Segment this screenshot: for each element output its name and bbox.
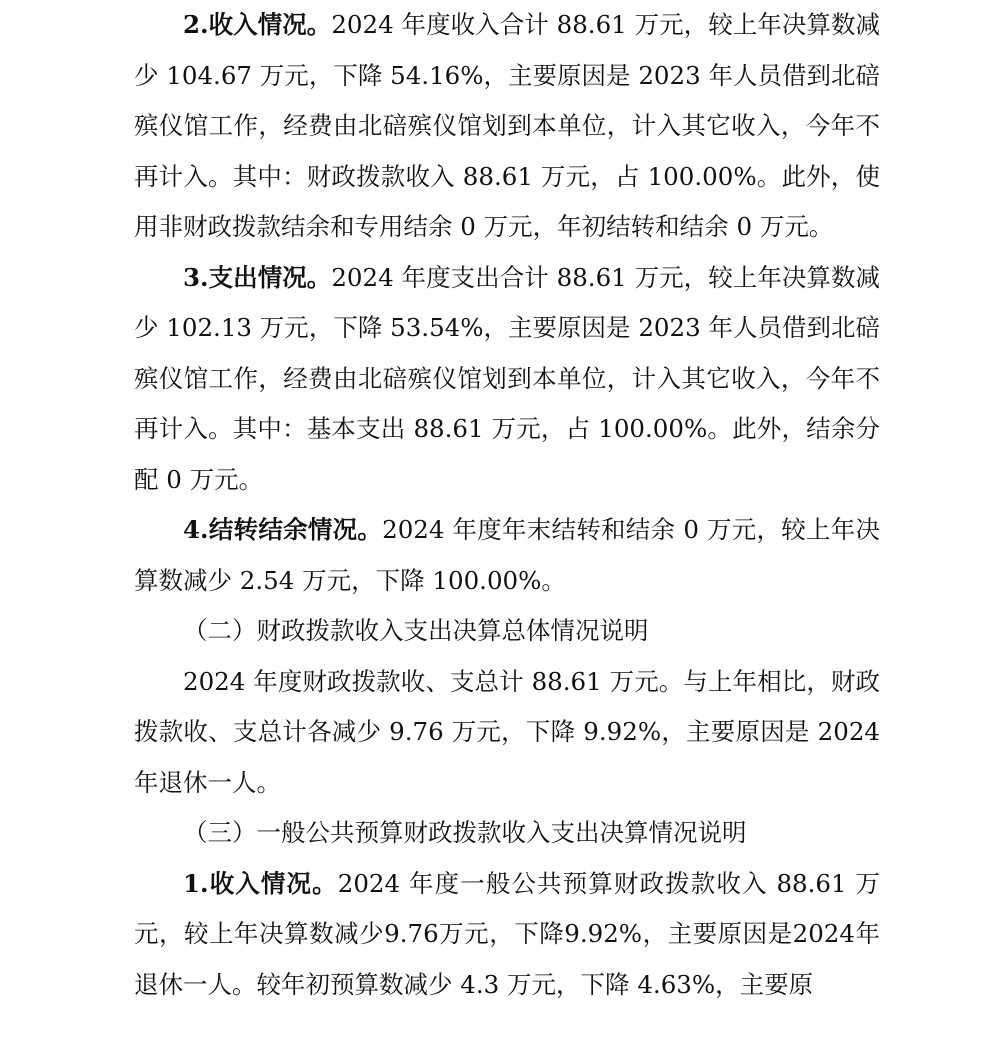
paragraph-body: 2024 年度支出合计 88.61 万元，较上年决算数减少 102.13 万元，下降 53.54%，主要原因是 2023 年人员借到北碚殡仪馆工作，经费由北碚殡仪馆划到本单位，计入其它收入，今年不再计入。其中：基本支出 88.61 万元，占 100.00%。此外，结余分配 0 万元。 bbox=[134, 262, 880, 494]
paragraph-body: 2024 年度收入合计 88.61 万元，较上年决算数减少 104.67 万元，下降 54.16%，主要原因是 2023 年人员借到北碚殡仪馆工作，经费由北碚殡仪馆划到本单位，计入其它收入，今年不再计入。其中：财政拨款收入 88.61 万元，占 100.00%。此外，使用非财政拨款结余和专用结余 0 万元，年初结转和结余 0 万元。 bbox=[134, 10, 880, 241]
paragraph-heading: 1.收入情况。 bbox=[183, 868, 338, 898]
section-title-2: （二）财政拨款收入支出决算总体情况说明 bbox=[183, 616, 649, 645]
paragraph-income bbox=[134, 0, 880, 253]
paragraph-carryover bbox=[134, 505, 880, 606]
section-title-3: （三）一般公共预算财政拨款收入支出决算情况说明 bbox=[183, 818, 747, 847]
paragraph-gp-income bbox=[134, 859, 880, 1011]
paragraph-body: 2024 年度一般公共预算财政拨款收入 88.61 万元，较上年决算数减少9.76万元，下降9.92%，主要原因是2024年退休一人。较年初预算数减少 4.3 万元，下降 4.63%，主要原 bbox=[134, 868, 880, 999]
paragraph-section2-body: 2024 年度财政拨款收、支总计 88.61 万元。与上年相比，财政拨款收、支总计各减少 9.76 万元，下降 9.92%，主要原因是 2024 年退休一人。 bbox=[134, 666, 880, 797]
paragraph-body: 2024 年度年末结转和结余 0 万元，较上年决算数减少 2.54 万元，下降 100.00%。 bbox=[134, 515, 881, 595]
document-page bbox=[134, 0, 880, 1010]
paragraph-heading: 2.收入情况。 bbox=[183, 10, 332, 39]
paragraph-expenditure bbox=[134, 253, 880, 506]
paragraph-heading: 3.支出情况。 bbox=[183, 262, 332, 292]
paragraph-heading: 4.结转结余情况。 bbox=[183, 515, 383, 544]
